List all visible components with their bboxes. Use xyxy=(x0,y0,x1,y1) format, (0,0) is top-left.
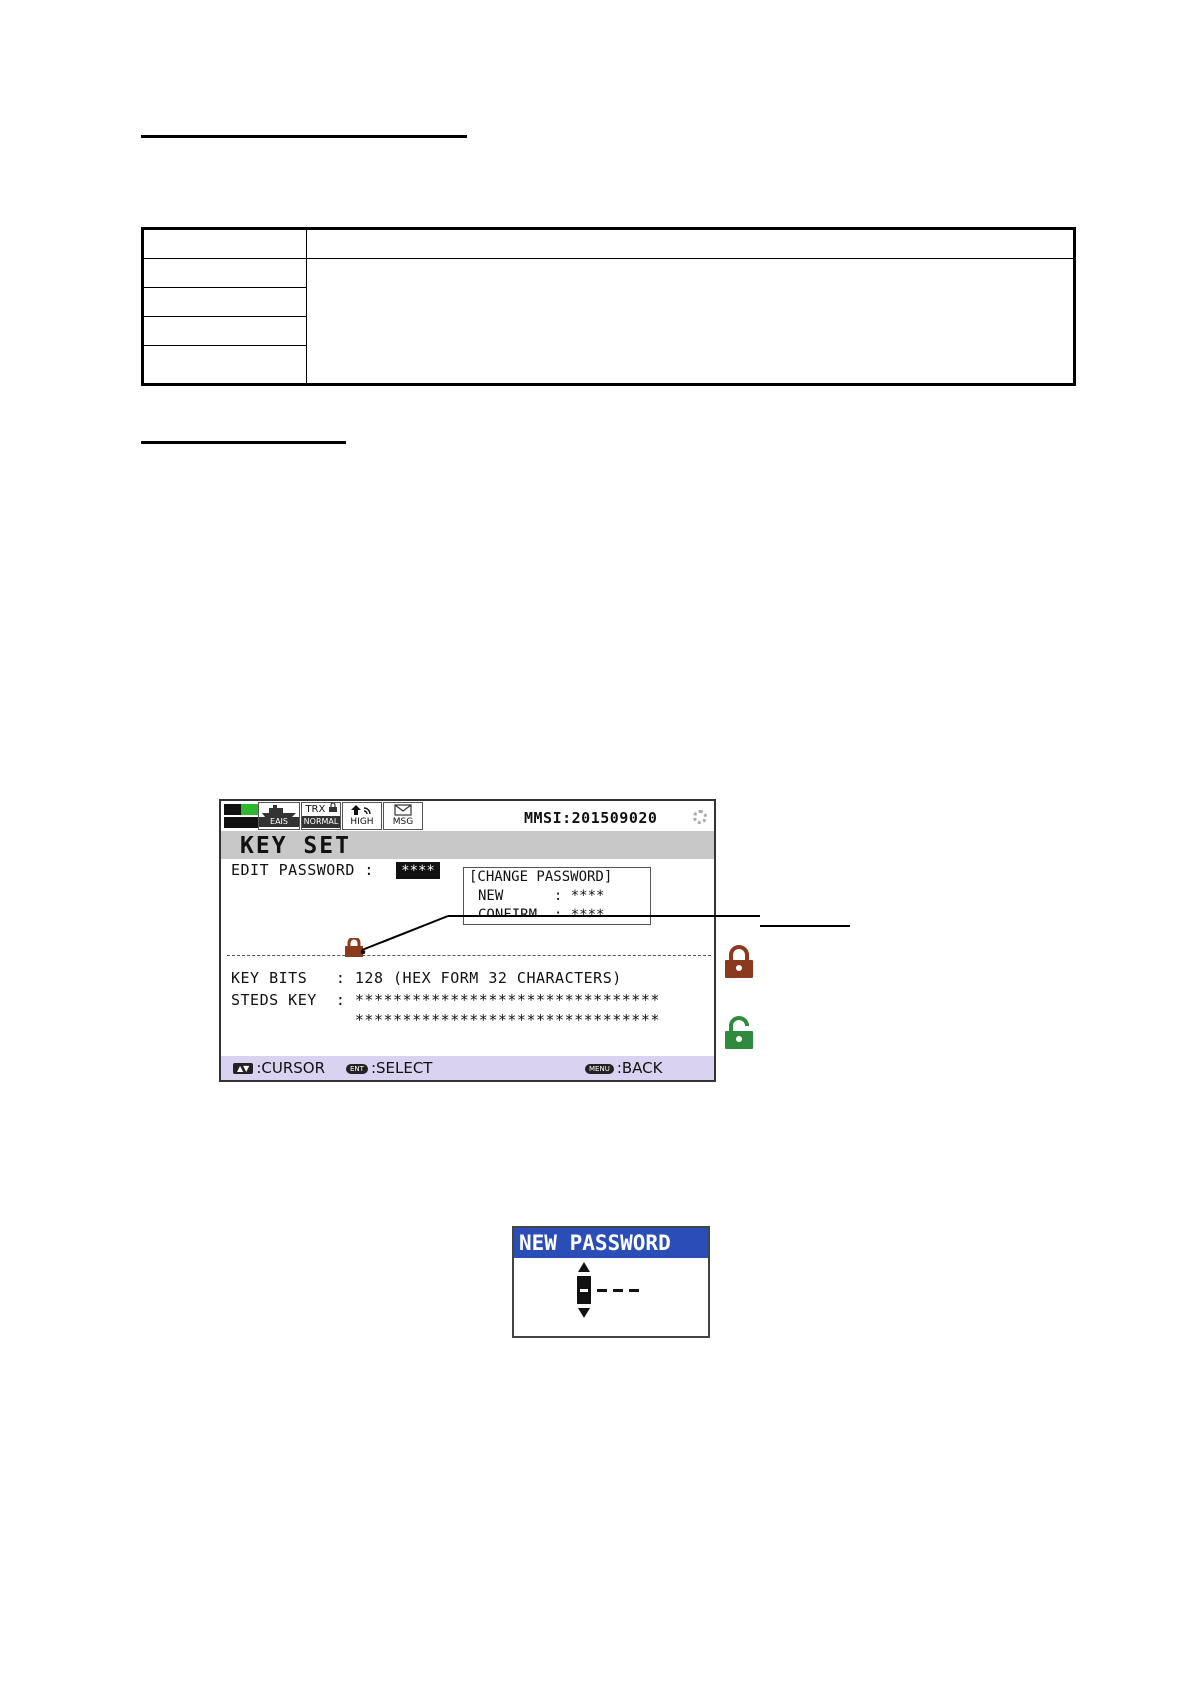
lock-small-icon xyxy=(329,803,337,812)
signal-block xyxy=(224,817,241,828)
envelope-icon xyxy=(394,804,412,816)
new-password-row[interactable]: NEW : **** xyxy=(478,888,605,904)
lock-closed-icon xyxy=(722,945,756,979)
menu-key-icon: MENU xyxy=(585,1064,614,1074)
section-heading-underline-2 xyxy=(141,441,346,444)
edit-password-field[interactable]: **** xyxy=(396,862,440,879)
status-bar xyxy=(221,801,714,831)
cursor-hint: ▲▼ :CURSOR xyxy=(233,1059,325,1077)
select-hint: ENT :SELECT xyxy=(346,1059,432,1077)
table-row-divider xyxy=(144,316,306,317)
eais-status xyxy=(258,802,300,830)
screen-title: KEY SET xyxy=(240,833,351,859)
normal-label: NORMAL xyxy=(303,817,339,826)
dialog-header xyxy=(514,1228,708,1258)
decrement-arrow-icon xyxy=(578,1308,590,1318)
ship-icon xyxy=(261,804,297,817)
callout-label-underline xyxy=(760,925,850,927)
power-status xyxy=(342,802,382,830)
loading-spinner-icon xyxy=(693,810,707,824)
table-header-divider xyxy=(144,258,1073,259)
dialog-title: NEW PASSWORD xyxy=(519,1231,671,1255)
key-guide-bar xyxy=(221,1056,714,1080)
table-row-divider xyxy=(144,345,306,346)
steds-key-row: STEDS KEY : ******************************** xyxy=(231,991,660,1009)
arrow-up-down-icon: ▲▼ xyxy=(233,1063,253,1074)
msg-button[interactable] xyxy=(383,802,423,830)
change-password-heading: [CHANGE PASSWORD] xyxy=(469,869,613,885)
screen-title-bar xyxy=(221,831,714,859)
msg-label: MSG xyxy=(392,817,414,827)
lock-open-icon xyxy=(722,1016,756,1050)
mmsi-readout: MMSI:201509020 xyxy=(524,809,658,827)
reference-table xyxy=(141,227,1076,386)
eais-label: EAIS xyxy=(259,817,299,827)
high-label: HIGH xyxy=(350,817,374,827)
signal-block xyxy=(224,804,241,815)
back-hint: MENU :BACK xyxy=(585,1059,662,1077)
signal-icon xyxy=(349,804,375,816)
steds-key-row-continued: ******************************** xyxy=(231,1011,660,1029)
password-entry-field[interactable] xyxy=(514,1258,710,1338)
ent-key-icon: ENT xyxy=(346,1064,368,1074)
signal-block xyxy=(241,817,258,828)
table-row-divider xyxy=(144,287,306,288)
trx-status xyxy=(301,802,341,830)
signal-block xyxy=(241,804,258,815)
increment-arrow-icon xyxy=(578,1262,590,1272)
callout-leader-line xyxy=(360,910,780,970)
table-column-divider xyxy=(306,230,307,383)
trx-label: TRX xyxy=(305,804,326,815)
section-heading-underline-1 xyxy=(141,135,467,138)
new-password-dialog xyxy=(512,1226,710,1338)
key-bits-row: KEY BITS : 128 (HEX FORM 32 CHARACTERS) xyxy=(231,969,622,987)
edit-password-label: EDIT PASSWORD : xyxy=(231,861,374,879)
